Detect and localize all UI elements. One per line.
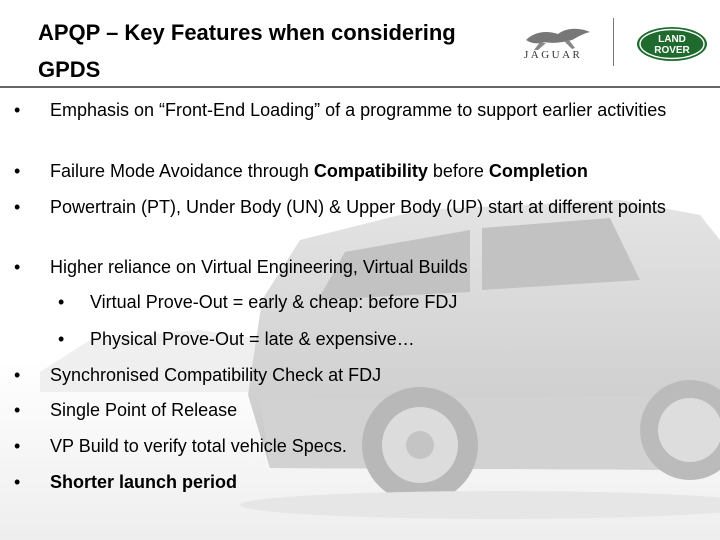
- bullet-text-part: before: [427, 161, 489, 181]
- slide-title: APQP – Key Features when considering GPDS: [38, 20, 456, 82]
- bullet-dot: •: [14, 436, 21, 456]
- bullet-text-part: Failure Mode Avoidance through: [50, 161, 314, 181]
- bullet-dot: •: [58, 292, 65, 312]
- bullet-dot: •: [14, 400, 21, 420]
- bullet-dot: •: [14, 472, 21, 492]
- sub-bullet-text: Physical Prove-Out = late & expensive…: [90, 329, 415, 349]
- bullet-text-bold: Completion: [488, 161, 588, 181]
- land-rover-text-line1: LAND: [658, 34, 686, 45]
- bullet-text-bold: Shorter launch period: [50, 472, 238, 492]
- sub-bullet-text: Virtual Prove-Out = early & cheap: before FDJ: [90, 292, 458, 312]
- jaguar-wordmark: JAGUAR: [524, 49, 583, 61]
- jaguar-leaper-icon: [520, 22, 596, 68]
- bullet-text: Higher reliance on Virtual Engineering, Virtual Builds: [50, 257, 468, 277]
- bullet-text: Single Point of Release: [50, 400, 238, 420]
- land-rover-text-line2: ROVER: [654, 45, 690, 56]
- bullet-dot: •: [14, 161, 21, 181]
- land-rover-logo-icon: [636, 26, 708, 62]
- bullet-text: VP Build to verify total vehicle Specs.: [50, 436, 347, 456]
- bullet-text: Emphasis on “Front-End Loading” of a programme to support earlier activities: [50, 100, 667, 120]
- bullet-text-bold: Compatibility: [313, 161, 428, 181]
- header-divider: [0, 86, 720, 88]
- bullet-text: [50, 159, 690, 183]
- bullet-dot: •: [58, 329, 65, 349]
- bullet-text: Synchronised Compatibility Check at FDJ: [50, 365, 382, 385]
- bullet-text: Powertrain (PT), Under Body (UN) & Upper Body (UP) start at different points: [50, 197, 666, 217]
- bullet-dot: •: [14, 365, 21, 385]
- bullet-dot: •: [14, 197, 21, 217]
- bullet-dot: •: [14, 257, 21, 277]
- bullet-dot: •: [14, 100, 21, 120]
- logo-divider: [613, 18, 614, 66]
